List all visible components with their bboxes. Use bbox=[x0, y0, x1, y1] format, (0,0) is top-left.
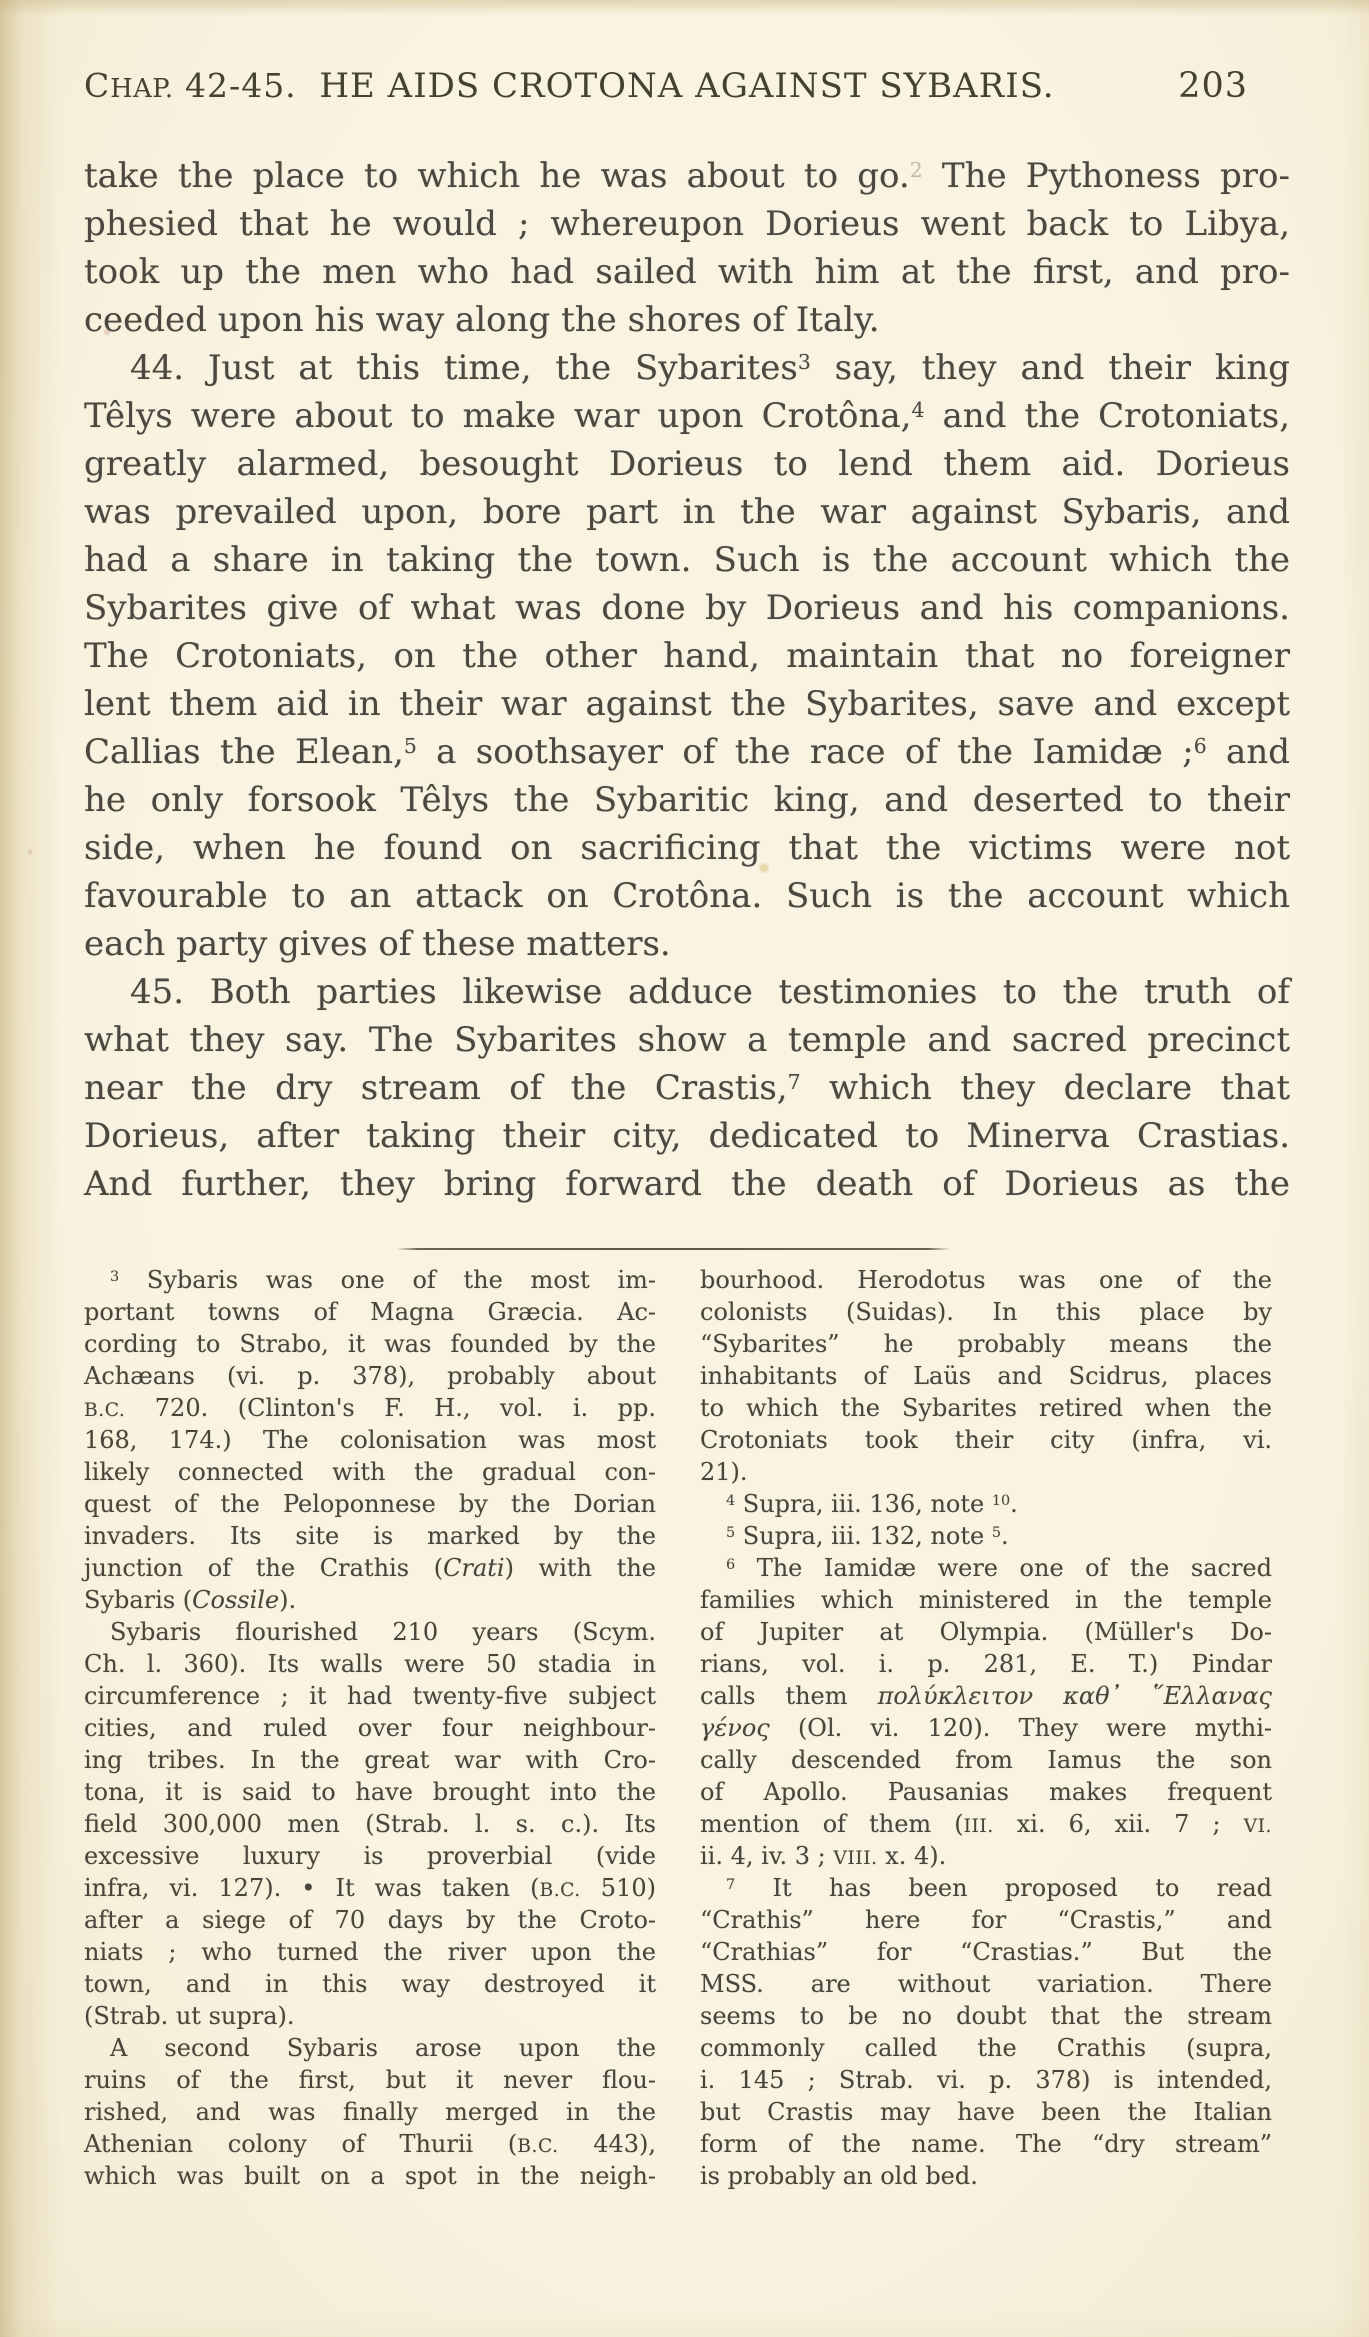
text-line: i. 145 ; Strab. vi. p. 378) is intended, bbox=[700, 2066, 1272, 2094]
text-line: infra, vi. 127). • It was taken (B.C. 510) bbox=[84, 1874, 656, 1902]
paragraph bbox=[700, 1520, 1272, 1552]
text-line: cording to Strabo, it was founded by the bbox=[84, 1330, 656, 1358]
text-line: form of the name. The “dry stream” bbox=[700, 2130, 1272, 2158]
text-line: MSS. are without variation. There bbox=[700, 1970, 1272, 1998]
text-line: after a siege of 70 days by the Croto- bbox=[84, 1906, 656, 1934]
page-title: HE AIDS CROTONA AGAINST SYBARIS. bbox=[319, 66, 1055, 106]
text-line: colonists (Suidas). In this place by bbox=[700, 1298, 1272, 1326]
paragraph bbox=[700, 1552, 1272, 1872]
text-line: rians, vol. i. p. 281, E. T.) Pindar bbox=[700, 1650, 1272, 1678]
text-line: cities, and ruled over four neighbour- bbox=[84, 1714, 656, 1742]
text-line: γένος (Ol. vi. 120). They were mythi- bbox=[700, 1714, 1272, 1742]
text-line: bourhood. Herodotus was one of the bbox=[700, 1266, 1272, 1294]
text-line: favourable to an attack on Crotôna. Such is the account which bbox=[84, 876, 1290, 916]
text-line: had a share in taking the town. Such is the account which the bbox=[84, 540, 1290, 580]
text-line: but Crastis may have been the Italian bbox=[700, 2098, 1272, 2126]
paragraph bbox=[700, 1872, 1272, 2192]
text-line: calls them πολύκλειτον καθ᾽ ῞Ελλανας bbox=[700, 1682, 1272, 1710]
page-number: 203 bbox=[1178, 66, 1248, 106]
text-line: was prevailed upon, bore part in the war against Sybaris, and bbox=[84, 492, 1290, 532]
text-line: $^5$ Supra, iii. 132, note $^5$. bbox=[726, 1522, 1009, 1550]
text-line: A second Sybaris arose upon the bbox=[110, 2034, 656, 2062]
text-line: ceeded upon his way along the shores of Italy. bbox=[84, 300, 880, 340]
footnote-column-left bbox=[84, 1264, 656, 2192]
text-line: B.C. 720. (Clinton's F. H., vol. i. pp. bbox=[84, 1394, 656, 1422]
text-line: Athenian colony of Thurii (B.C. 443), bbox=[84, 2130, 656, 2158]
text-line: (Strab. ut supra). bbox=[84, 2002, 295, 2030]
footnotes bbox=[84, 1264, 1272, 2192]
text-line: quest of the Peloponnese by the Dorian bbox=[84, 1490, 656, 1518]
text-line: he only forsook Têlys the Sybaritic king, and deserted to their bbox=[84, 780, 1290, 820]
text-line: niats ; who turned the river upon the bbox=[84, 1938, 656, 1966]
text-line: of Jupiter at Olympia. (Müller's Do- bbox=[700, 1618, 1272, 1646]
footnote-separator bbox=[396, 1248, 950, 1250]
text-line: took up the men who had sailed with him at the first, and pro- bbox=[84, 252, 1290, 292]
paragraph bbox=[84, 2032, 656, 2192]
main-text bbox=[84, 152, 1290, 1208]
text-line: circumference ; it had twenty-five subject bbox=[84, 1682, 656, 1710]
text-line: invaders. Its site is marked by the bbox=[84, 1522, 656, 1550]
text-line: $^6$ The Iamidæ were one of the sacred bbox=[726, 1554, 1272, 1582]
text-line: cally descended from Iamus the son bbox=[700, 1746, 1272, 1774]
text-line: likely connected with the gradual con- bbox=[84, 1458, 656, 1486]
text-line: tona, it is said to have brought into the bbox=[84, 1778, 656, 1806]
text-line: take the place to which he was about to go.$^2$ The Pythoness pro- bbox=[84, 156, 1291, 196]
text-line: side, when he found on sacrificing that the victims were not bbox=[84, 828, 1290, 868]
paragraph bbox=[84, 1616, 656, 2032]
paragraph bbox=[700, 1488, 1272, 1520]
paragraph bbox=[700, 1264, 1272, 1488]
text-line: greatly alarmed, besought Dorieus to lend them aid. Dorieus bbox=[84, 444, 1290, 484]
text-line: phesied that he would ; whereupon Dorieus went back to Libya, bbox=[84, 204, 1290, 244]
text-line: Sybaris flourished 210 years (Scym. bbox=[110, 1618, 656, 1646]
text-line: Crotoniats took their city (infra, vi. bbox=[700, 1426, 1272, 1454]
text-line: Sybaris (Cossile). bbox=[84, 1586, 297, 1614]
text-line: which was built on a spot in the neigh- bbox=[84, 2162, 656, 2190]
paragraph bbox=[84, 1264, 656, 1616]
text-line: $^7$ It has been proposed to read bbox=[726, 1874, 1272, 1902]
text-line: lent them aid in their war against the Sybarites, save and except bbox=[84, 684, 1290, 724]
text-line: “Crathis” here for “Crastis,” and bbox=[700, 1906, 1272, 1934]
text-line: Ch. l. 360). Its walls were 50 stadia in bbox=[84, 1650, 656, 1678]
text-line: excessive luxury is proverbial (vide bbox=[84, 1842, 656, 1870]
text-line: Callias the Elean,$^5$ a soothsayer of the race of the Iamidæ ;$^6$ and bbox=[84, 732, 1290, 772]
text-line: commonly called the Crathis (supra, bbox=[700, 2034, 1272, 2062]
text-line: to which the Sybarites retired when the bbox=[700, 1394, 1272, 1422]
text-line: junction of the Crathis (Crati) with the bbox=[84, 1554, 657, 1582]
text-line: 21). bbox=[700, 1458, 748, 1486]
text-line: each party gives of these matters. bbox=[84, 924, 671, 964]
text-line: 44. Just at this time, the Sybarites$^3$ say, they and their king bbox=[130, 348, 1291, 388]
text-line: of Apollo. Pausanias makes frequent bbox=[700, 1778, 1272, 1806]
chapter-reference: CHAP. 42-45. bbox=[84, 66, 297, 105]
paragraph bbox=[84, 152, 1290, 344]
text-line: mention of them (III. xi. 6, xii. 7 ; VI. bbox=[700, 1810, 1272, 1838]
footnote-column-right bbox=[700, 1264, 1272, 2192]
text-line: near the dry stream of the Crastis,$^7$ which they declare that bbox=[84, 1068, 1290, 1108]
text-line: The Crotoniats, on the other hand, maintain that no foreigner bbox=[84, 636, 1290, 676]
running-head bbox=[84, 66, 1290, 106]
text-line: 168, 174.) The colonisation was most bbox=[84, 1426, 656, 1454]
text-line: ruins of the first, but it never flou- bbox=[84, 2066, 656, 2094]
paragraph bbox=[84, 968, 1290, 1208]
text-line: ii. 4, iv. 3 ; VIII. x. 4). bbox=[700, 1842, 947, 1870]
text-line: field 300,000 men (Strab. l. s. c.). Its bbox=[84, 1810, 656, 1838]
text-line: town, and in this way destroyed it bbox=[84, 1970, 656, 1998]
text-line: “Crathias” for “Crastias.” But the bbox=[700, 1938, 1272, 1966]
text-line: $^4$ Supra, iii. 136, note $^{10}$. bbox=[726, 1490, 1018, 1518]
text-line: portant towns of Magna Græcia. Ac- bbox=[84, 1298, 656, 1326]
text-line: families which ministered in the temple bbox=[700, 1586, 1272, 1614]
text-line: 45. Both parties likewise adduce testimonies to the truth of bbox=[130, 972, 1290, 1012]
text-line: Sybarites give of what was done by Dorieus and his companions. bbox=[84, 588, 1290, 628]
text-line: ing tribes. In the great war with Cro- bbox=[84, 1746, 656, 1774]
text-line: is probably an old bed. bbox=[700, 2162, 978, 2190]
text-line: inhabitants of Laüs and Scidrus, places bbox=[700, 1362, 1272, 1390]
paragraph bbox=[84, 344, 1290, 968]
text-line: $^3$ Sybaris was one of the most im- bbox=[110, 1266, 656, 1294]
text-line: Achæans (vi. p. 378), probably about bbox=[84, 1362, 656, 1390]
text-line: what they say. The Sybarites show a temple and sacred precinct bbox=[84, 1020, 1290, 1060]
text-line: “Sybarites” he probably means the bbox=[700, 1330, 1272, 1358]
text-line: Dorieus, after taking their city, dedicated to Minerva Crastias. bbox=[84, 1116, 1290, 1156]
text-line: Têlys were about to make war upon Crotôna,$^4$ and the Crotoniats, bbox=[84, 396, 1291, 436]
text-line: rished, and was finally merged in the bbox=[84, 2098, 656, 2126]
text-line: seems to be no doubt that the stream bbox=[700, 2002, 1272, 2030]
text-line: And further, they bring forward the death of Dorieus as the bbox=[84, 1164, 1290, 1204]
